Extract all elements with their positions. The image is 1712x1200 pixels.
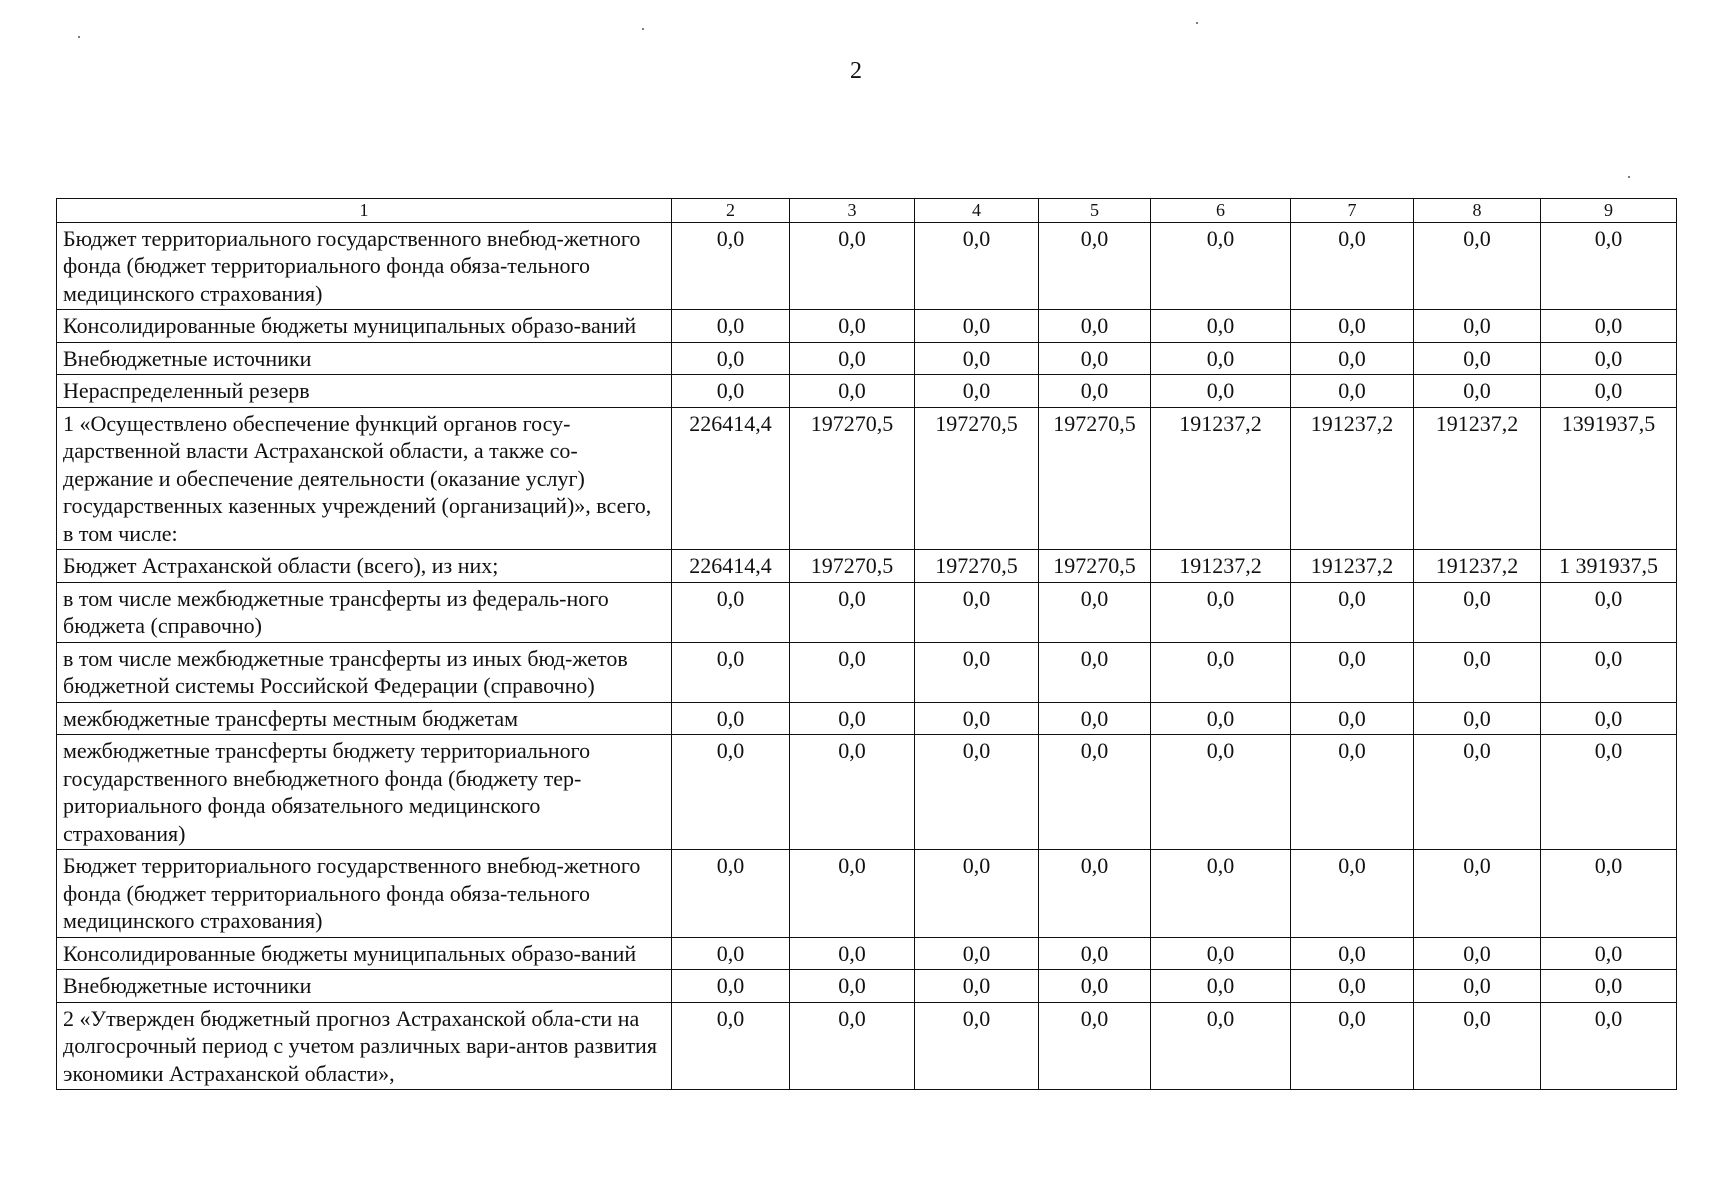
value-cell: 0,0 bbox=[790, 222, 915, 310]
value-cell: 0,0 bbox=[1039, 222, 1151, 310]
value-cell: 0,0 bbox=[672, 1002, 790, 1090]
value-cell: 0,0 bbox=[790, 310, 915, 343]
value-cell: 197270,5 bbox=[790, 407, 915, 550]
row-label: Внебюджетные источники bbox=[57, 342, 672, 375]
value-cell: 0,0 bbox=[1541, 310, 1677, 343]
value-cell: 0,0 bbox=[1291, 582, 1414, 642]
value-cell: 0,0 bbox=[1541, 702, 1677, 735]
value-cell: 191237,2 bbox=[1414, 407, 1541, 550]
value-cell: 0,0 bbox=[1541, 222, 1677, 310]
value-cell: 0,0 bbox=[1414, 937, 1541, 970]
value-cell: 0,0 bbox=[790, 970, 915, 1003]
value-cell: 0,0 bbox=[1414, 970, 1541, 1003]
table-row bbox=[57, 375, 1677, 408]
table-row bbox=[57, 222, 1677, 310]
value-cell: 191237,2 bbox=[1291, 407, 1414, 550]
value-cell: 191237,2 bbox=[1414, 550, 1541, 583]
row-label: 1 «Осуществлено обеспечение функций органов госу-дарственной власти Астраханской области, а также со-держание и обеспечение деятельности (оказание услуг) государственных казенных учреждений (организаций)», всего, в том числе: bbox=[57, 407, 672, 550]
value-cell: 0,0 bbox=[1039, 1002, 1151, 1090]
row-label: 2 «Утвержден бюджетный прогноз Астраханской обла-сти на долгосрочный период с учетом различных вари-антов развития экономики Астраханской области», bbox=[57, 1002, 672, 1090]
value-cell: 0,0 bbox=[1151, 342, 1291, 375]
value-cell: 0,0 bbox=[790, 937, 915, 970]
value-cell: 0,0 bbox=[672, 702, 790, 735]
value-cell: 0,0 bbox=[1039, 642, 1151, 702]
value-cell: 0,0 bbox=[1039, 310, 1151, 343]
value-cell: 0,0 bbox=[1414, 702, 1541, 735]
table-row bbox=[57, 582, 1677, 642]
value-cell: 0,0 bbox=[672, 310, 790, 343]
value-cell: 0,0 bbox=[1151, 970, 1291, 1003]
scan-speck bbox=[1196, 22, 1198, 24]
value-cell: 0,0 bbox=[672, 970, 790, 1003]
value-cell: 0,0 bbox=[1039, 937, 1151, 970]
row-label: в том числе межбюджетные трансферты из федераль-ного бюджета (справочно) bbox=[57, 582, 672, 642]
value-cell: 0,0 bbox=[1414, 342, 1541, 375]
table-row bbox=[57, 702, 1677, 735]
column-header-6: 6 bbox=[1151, 199, 1291, 223]
column-number-row bbox=[57, 199, 1677, 223]
value-cell: 0,0 bbox=[1541, 642, 1677, 702]
value-cell: 0,0 bbox=[1414, 375, 1541, 408]
value-cell: 0,0 bbox=[915, 970, 1039, 1003]
value-cell: 0,0 bbox=[1541, 850, 1677, 938]
value-cell: 0,0 bbox=[1039, 850, 1151, 938]
value-cell: 0,0 bbox=[790, 342, 915, 375]
value-cell: 197270,5 bbox=[915, 550, 1039, 583]
value-cell: 191237,2 bbox=[1291, 550, 1414, 583]
value-cell: 0,0 bbox=[790, 702, 915, 735]
column-header-4: 4 bbox=[915, 199, 1039, 223]
value-cell: 0,0 bbox=[915, 702, 1039, 735]
table-row bbox=[57, 735, 1677, 850]
value-cell: 0,0 bbox=[915, 642, 1039, 702]
value-cell: 0,0 bbox=[790, 375, 915, 408]
value-cell: 0,0 bbox=[1291, 310, 1414, 343]
value-cell: 0,0 bbox=[1039, 735, 1151, 850]
value-cell: 0,0 bbox=[1151, 375, 1291, 408]
value-cell: 197270,5 bbox=[1039, 550, 1151, 583]
row-label: Консолидированные бюджеты муниципальных образо-ваний bbox=[57, 310, 672, 343]
value-cell: 0,0 bbox=[1151, 642, 1291, 702]
value-cell: 0,0 bbox=[915, 310, 1039, 343]
value-cell: 0,0 bbox=[1151, 1002, 1291, 1090]
value-cell: 0,0 bbox=[790, 582, 915, 642]
scan-speck bbox=[1628, 176, 1630, 178]
value-cell: 0,0 bbox=[1291, 342, 1414, 375]
value-cell: 0,0 bbox=[915, 937, 1039, 970]
value-cell: 0,0 bbox=[1414, 850, 1541, 938]
value-cell: 0,0 bbox=[1151, 735, 1291, 850]
value-cell: 0,0 bbox=[1291, 937, 1414, 970]
value-cell: 0,0 bbox=[1039, 342, 1151, 375]
table-header bbox=[57, 199, 1677, 223]
value-cell: 191237,2 bbox=[1151, 550, 1291, 583]
value-cell: 0,0 bbox=[1414, 642, 1541, 702]
value-cell: 0,0 bbox=[1039, 702, 1151, 735]
value-cell: 0,0 bbox=[1291, 970, 1414, 1003]
table-row bbox=[57, 970, 1677, 1003]
value-cell: 197270,5 bbox=[915, 407, 1039, 550]
value-cell: 0,0 bbox=[672, 342, 790, 375]
value-cell: 0,0 bbox=[1039, 375, 1151, 408]
scan-speck bbox=[78, 36, 80, 38]
row-label: в том числе межбюджетные трансферты из иных бюд-жетов бюджетной системы Российской Федерации (справочно) bbox=[57, 642, 672, 702]
value-cell: 0,0 bbox=[1414, 735, 1541, 850]
value-cell: 0,0 bbox=[672, 222, 790, 310]
value-cell: 0,0 bbox=[1151, 850, 1291, 938]
row-label: межбюджетные трансферты местным бюджетам bbox=[57, 702, 672, 735]
value-cell: 0,0 bbox=[1291, 850, 1414, 938]
value-cell: 0,0 bbox=[1291, 735, 1414, 850]
value-cell: 1391937,5 bbox=[1541, 407, 1677, 550]
value-cell: 0,0 bbox=[1291, 222, 1414, 310]
column-header-1: 1 bbox=[57, 199, 672, 223]
value-cell: 0,0 bbox=[1414, 310, 1541, 343]
page-number: 2 bbox=[850, 58, 862, 84]
value-cell: 0,0 bbox=[1541, 582, 1677, 642]
value-cell: 0,0 bbox=[672, 735, 790, 850]
row-label: Бюджет территориального государственного внебюд-жетного фонда (бюджет территориального фонда обяза-тельного медицинского страхования) bbox=[57, 850, 672, 938]
table-body bbox=[57, 222, 1677, 1090]
value-cell: 0,0 bbox=[672, 937, 790, 970]
value-cell: 197270,5 bbox=[1039, 407, 1151, 550]
value-cell: 0,0 bbox=[1151, 222, 1291, 310]
value-cell: 0,0 bbox=[1414, 222, 1541, 310]
value-cell: 0,0 bbox=[915, 850, 1039, 938]
value-cell: 0,0 bbox=[1151, 937, 1291, 970]
value-cell: 0,0 bbox=[1414, 582, 1541, 642]
value-cell: 0,0 bbox=[915, 342, 1039, 375]
row-label: Внебюджетные источники bbox=[57, 970, 672, 1003]
value-cell: 0,0 bbox=[1291, 375, 1414, 408]
value-cell: 0,0 bbox=[1039, 582, 1151, 642]
value-cell: 226414,4 bbox=[672, 407, 790, 550]
table-row bbox=[57, 642, 1677, 702]
row-label: межбюджетные трансферты бюджету территориального государственного внебюджетного фонда (бюджету тер-риториального фонда обязательного медицинского страхования) bbox=[57, 735, 672, 850]
value-cell: 191237,2 bbox=[1151, 407, 1291, 550]
value-cell: 0,0 bbox=[915, 375, 1039, 408]
column-header-8: 8 bbox=[1414, 199, 1541, 223]
column-header-3: 3 bbox=[790, 199, 915, 223]
row-label: Бюджет Астраханской области (всего), из них; bbox=[57, 550, 672, 583]
value-cell: 0,0 bbox=[1541, 937, 1677, 970]
value-cell: 0,0 bbox=[1039, 970, 1151, 1003]
value-cell: 0,0 bbox=[1541, 342, 1677, 375]
row-label: Нераспределенный резерв bbox=[57, 375, 672, 408]
table-row bbox=[57, 937, 1677, 970]
table-row bbox=[57, 310, 1677, 343]
value-cell: 0,0 bbox=[915, 1002, 1039, 1090]
column-header-5: 5 bbox=[1039, 199, 1151, 223]
value-cell: 0,0 bbox=[915, 735, 1039, 850]
value-cell: 0,0 bbox=[790, 642, 915, 702]
value-cell: 197270,5 bbox=[790, 550, 915, 583]
row-label: Консолидированные бюджеты муниципальных образо-ваний bbox=[57, 937, 672, 970]
column-header-2: 2 bbox=[672, 199, 790, 223]
budget-table bbox=[56, 198, 1677, 1090]
value-cell: 0,0 bbox=[1151, 310, 1291, 343]
value-cell: 0,0 bbox=[915, 222, 1039, 310]
value-cell: 0,0 bbox=[915, 582, 1039, 642]
column-header-7: 7 bbox=[1291, 199, 1414, 223]
table-row bbox=[57, 407, 1677, 550]
value-cell: 0,0 bbox=[672, 642, 790, 702]
value-cell: 0,0 bbox=[790, 1002, 915, 1090]
scan-speck bbox=[642, 28, 644, 30]
table-row bbox=[57, 850, 1677, 938]
value-cell: 0,0 bbox=[672, 582, 790, 642]
table-row bbox=[57, 342, 1677, 375]
value-cell: 0,0 bbox=[1291, 702, 1414, 735]
value-cell: 0,0 bbox=[1414, 1002, 1541, 1090]
value-cell: 0,0 bbox=[1151, 702, 1291, 735]
value-cell: 226414,4 bbox=[672, 550, 790, 583]
value-cell: 0,0 bbox=[790, 850, 915, 938]
table-row bbox=[57, 550, 1677, 583]
value-cell: 0,0 bbox=[672, 850, 790, 938]
value-cell: 0,0 bbox=[1541, 1002, 1677, 1090]
value-cell: 0,0 bbox=[1291, 642, 1414, 702]
value-cell: 0,0 bbox=[1541, 970, 1677, 1003]
value-cell: 0,0 bbox=[1541, 375, 1677, 408]
value-cell: 1 391937,5 bbox=[1541, 550, 1677, 583]
value-cell: 0,0 bbox=[1291, 1002, 1414, 1090]
value-cell: 0,0 bbox=[790, 735, 915, 850]
column-header-9: 9 bbox=[1541, 199, 1677, 223]
value-cell: 0,0 bbox=[1541, 735, 1677, 850]
value-cell: 0,0 bbox=[672, 375, 790, 408]
value-cell: 0,0 bbox=[1151, 582, 1291, 642]
row-label: Бюджет территориального государственного внебюд-жетного фонда (бюджет территориального фонда обяза-тельного медицинского страхования) bbox=[57, 222, 672, 310]
table-row bbox=[57, 1002, 1677, 1090]
